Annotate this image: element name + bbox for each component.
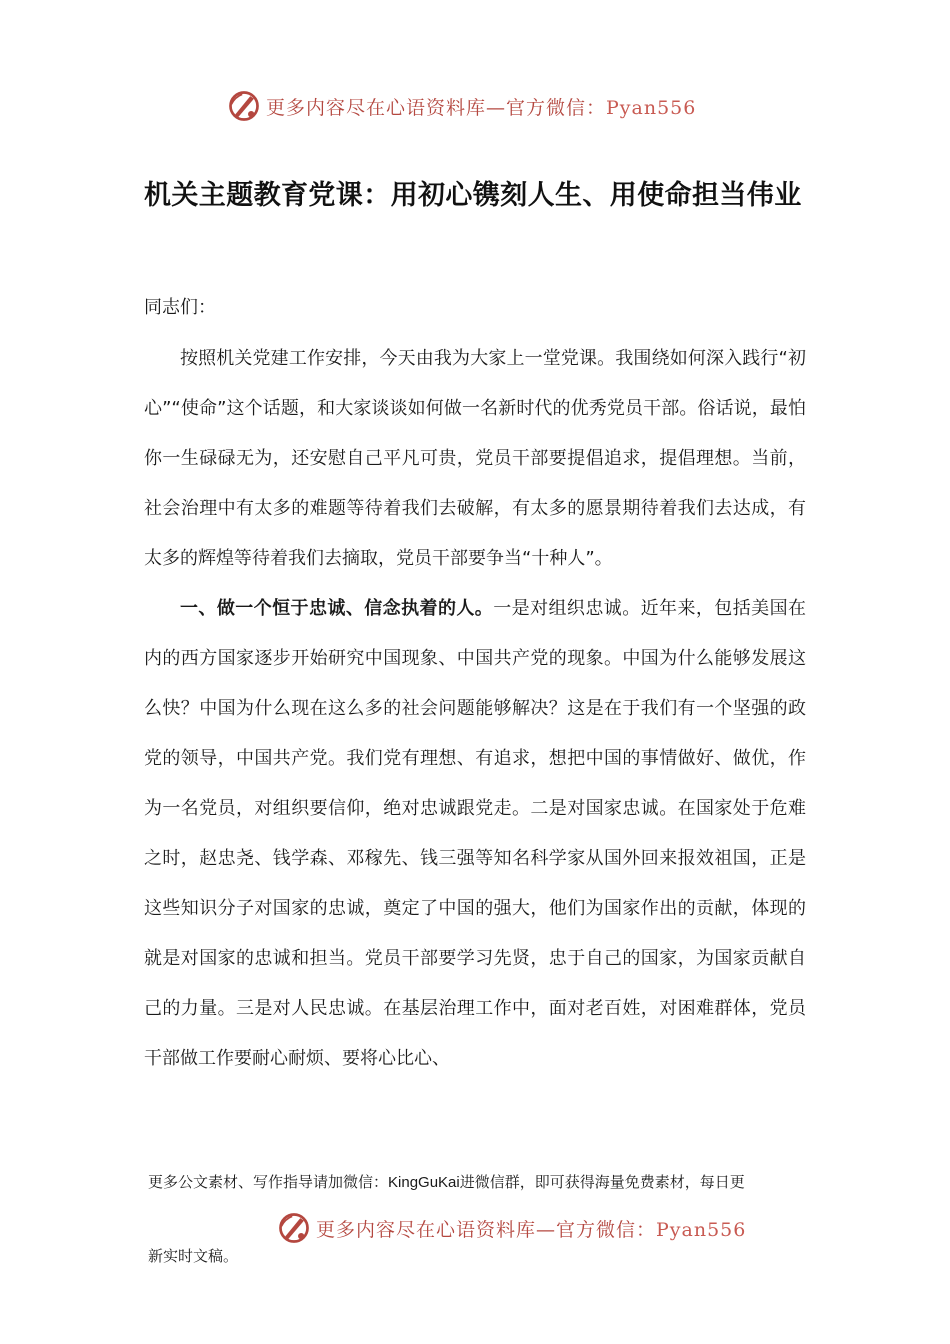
- footer-wechat-id: KingGuKai: [388, 1174, 460, 1191]
- banner-text: [266, 93, 696, 120]
- banner-wechat-id: Pyan556: [606, 96, 697, 119]
- paragraph-text: 按照机关党建工作安排，今天由我为大家上一堂党课。我围绕如何深入践行“初心”“使命”这个话题，和大家谈谈如何做一名新时代的优秀党员干部。俗话说，最怕你一生碌碌无为，还安慰自己平凡可贵，党员干部要提倡追求，提倡理想。当前，社会治理中有太多的难题等待着我们去破解，有太多的愿景期待着我们去达成，有太多的辉煌等待着我们去摘取，党员干部要争当“十种人”。: [144, 348, 806, 569]
- paragraph: [144, 584, 806, 1084]
- banner-slogan: 更多内容尽在心语资料库—官方微信：: [266, 96, 607, 119]
- footer-promo-prefix: 更多公文素材、写作指导请加微信：: [148, 1173, 389, 1191]
- footer-promo-suffix: 进微信群，即可获得海量免费素材，每日更: [459, 1173, 745, 1191]
- footer-promo-line: [148, 1170, 810, 1195]
- banner-slogan: 更多内容尽在心语资料库—官方微信：: [316, 1218, 657, 1241]
- footer-promo-line-continued: 新实时文稿。: [148, 1247, 239, 1265]
- paragraph: [144, 334, 806, 584]
- ink-brush-circle-logo: [276, 1210, 312, 1246]
- document-body: [144, 334, 806, 1084]
- salutation: 同志们：: [144, 297, 216, 318]
- ink-brush-circle-logo: [226, 88, 262, 124]
- header-watermark-banner: [226, 84, 696, 128]
- paragraph-text: 一是对组织忠诚。近年来，包括美国在内的西方国家逐步开始研究中国现象、中国共产党的现象。中国为什么能够发展这么快？中国为什么现在这么多的社会问题能够解决？这是在于我们有一个坚强的政党的领导，中国共产党。我们党有理想、有追求，想把中国的事情做好、做优，作为一名党员，对组织要信仰，绝对忠诚跟党走。二是对国家忠诚。在国家处于危难之时，赵忠尧、钱学森、邓稼先、钱三强等知名科学家从国外回来报效祖国，正是这些知识分子对国家的忠诚，奠定了中国的强大，他们为国家作出的贡献，体现的就是对国家的忠诚和担当。党员干部要学习先贤，忠于自己的国家，为国家贡献自己的力量。三是对人民忠诚。在基层治理工作中，面对老百姓，对困难群体，党员干部做工作要耐心耐烦、要将心比心、: [144, 598, 807, 1069]
- paragraph-lead: 一、做一个恒于忠诚、信念执着的人。: [180, 598, 494, 619]
- banner-wechat-id: Pyan556: [656, 1218, 747, 1241]
- document-title: 机关主题教育党课：用初心镌刻人生、用使命担当伟业: [144, 180, 802, 211]
- banner-text: [316, 1215, 746, 1242]
